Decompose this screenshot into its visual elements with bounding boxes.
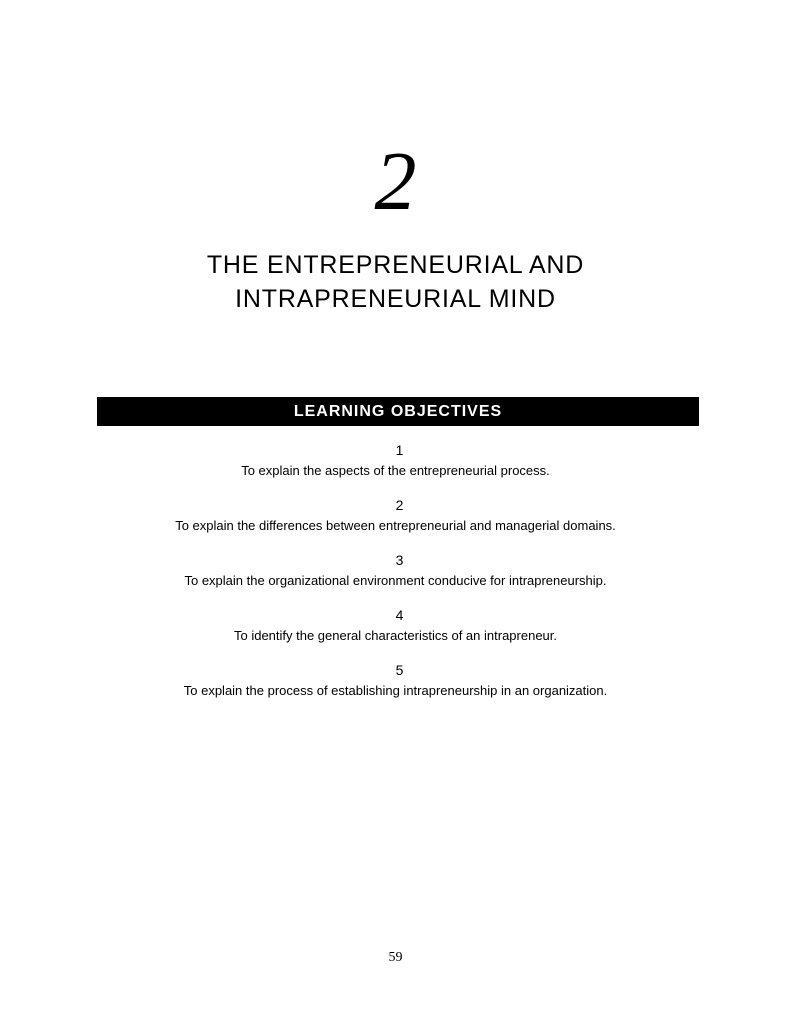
- chapter-number: 2: [374, 135, 417, 228]
- learning-objectives-list: [0, 440, 791, 715]
- objective-number: 5: [395, 662, 404, 678]
- chapter-title-line-2: INTRAPRENEURIAL MIND: [235, 285, 556, 313]
- chapter-title-line-1: THE ENTREPRENEURIAL AND: [206, 251, 585, 279]
- objective-number: 4: [395, 607, 404, 623]
- objective-text: To identify the general characteristics of an intrapreneur.: [233, 628, 557, 643]
- page-number: 59: [388, 950, 403, 965]
- objective-text: To explain the organizational environment conducive for intrapreneurship.: [184, 573, 607, 588]
- objective-number: 1: [395, 442, 404, 458]
- objective-item: [0, 660, 791, 715]
- objective-text: To explain the aspects of the entrepreneurial process.: [241, 463, 550, 478]
- objective-item: [0, 550, 791, 605]
- objective-item: [0, 495, 791, 550]
- objective-item: [0, 605, 791, 660]
- objective-text: To explain the process of establishing intrapreneurship in an organization.: [183, 683, 608, 698]
- objective-item: [0, 440, 791, 495]
- chapter-title: [0, 248, 791, 316]
- learning-objectives-heading: LEARNING OBJECTIVES: [97, 397, 699, 426]
- objective-text: To explain the differences between entrepreneurial and managerial domains.: [175, 518, 616, 533]
- objective-number: 3: [395, 552, 404, 568]
- objective-number: 2: [395, 497, 404, 513]
